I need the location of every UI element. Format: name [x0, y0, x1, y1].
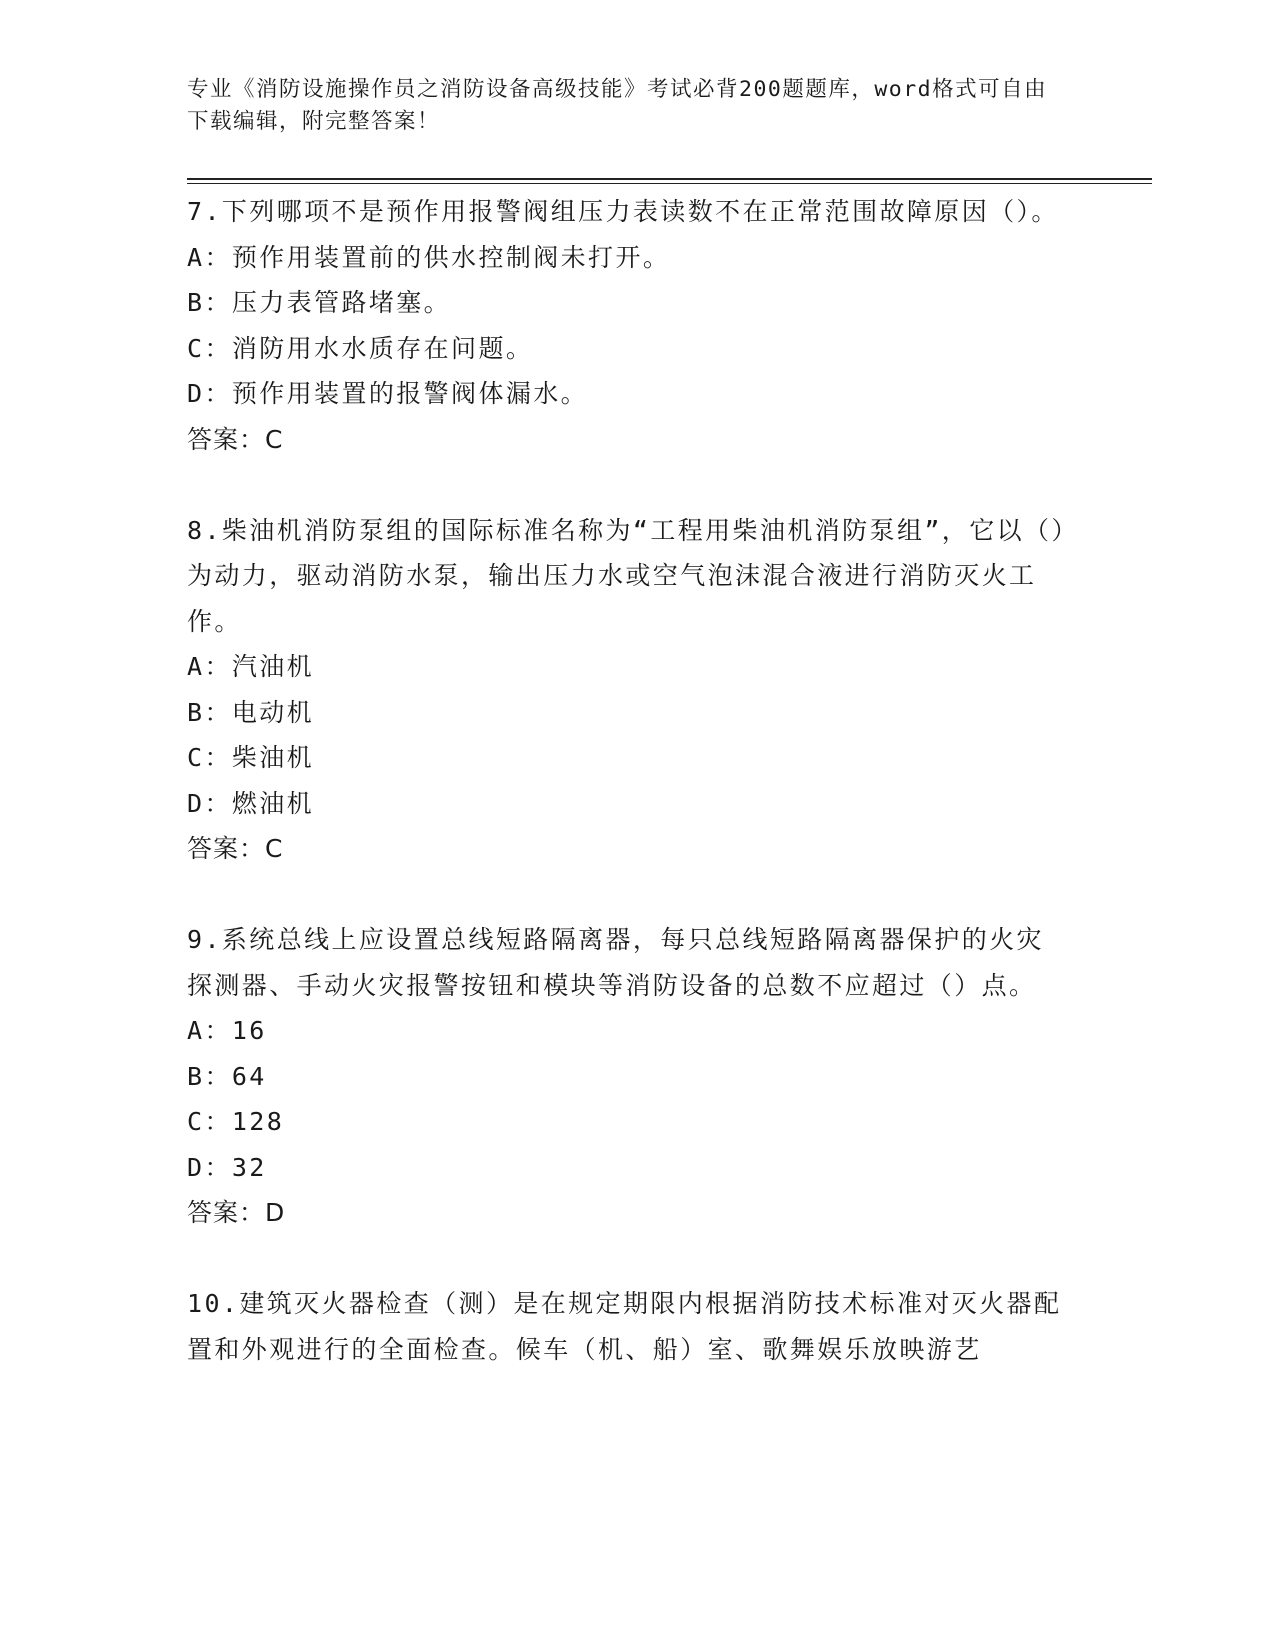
option-d: D：燃油机	[187, 788, 315, 818]
question-item	[187, 1281, 1067, 1372]
question-text: 8.柴油机消防泵组的国际标准名称为“工程用柴油机消防泵组”，它以（）为动力，驱动消防水泵，输出压力水或空气泡沫混合液进行消防灭火工作。	[187, 515, 1067, 636]
answer-text: 答案：C	[187, 424, 284, 454]
option-b: B：电动机	[187, 697, 315, 727]
option-c: C：柴油机	[187, 743, 315, 772]
question-list	[187, 189, 1067, 1418]
question-text: 10.建筑灭火器检查（测）是在规定期限内根据消防技术标准对灭火器配置和外观进行的全面检查。候车（机、船）室、歌舞娱乐放映游艺	[187, 1289, 1062, 1364]
question-item	[187, 917, 1067, 1236]
document-header: 专业《消防设施操作员之消防设备高级技能》考试必背200题题库，word格式可自由下载编辑，附完整答案！	[187, 77, 1048, 134]
question-text: 9.系统总线上应设置总线短路隔离器，每只总线短路隔离器保护的火灾探测器、手动火灾报警按钮和模块等消防设备的总数不应超过（）点。	[187, 925, 1044, 1000]
question-item	[187, 189, 1067, 462]
answer-text: 答案：D	[187, 1198, 286, 1227]
option-d: D：预作用装置的报警阀体漏水。	[187, 379, 589, 408]
question-text: 7.下列哪项不是预作用报警阀组压力表读数不在正常范围故障原因（）。	[187, 197, 1059, 226]
option-c: C：消防用水水质存在问题。	[187, 333, 534, 363]
option-d: D：32	[187, 1152, 267, 1182]
option-a: A：汽油机	[187, 652, 315, 681]
option-b: B：64	[187, 1061, 267, 1091]
option-b: B：压力表管路堵塞。	[187, 288, 452, 317]
header-divider-thin	[187, 183, 1152, 184]
answer-text: 答案：C	[187, 834, 284, 863]
header-divider-thick	[187, 178, 1152, 180]
option-c: C：128	[187, 1107, 285, 1136]
question-item	[187, 508, 1067, 872]
option-a: A：预作用装置前的供水控制阀未打开。	[187, 242, 671, 272]
option-a: A：16	[187, 1016, 267, 1045]
